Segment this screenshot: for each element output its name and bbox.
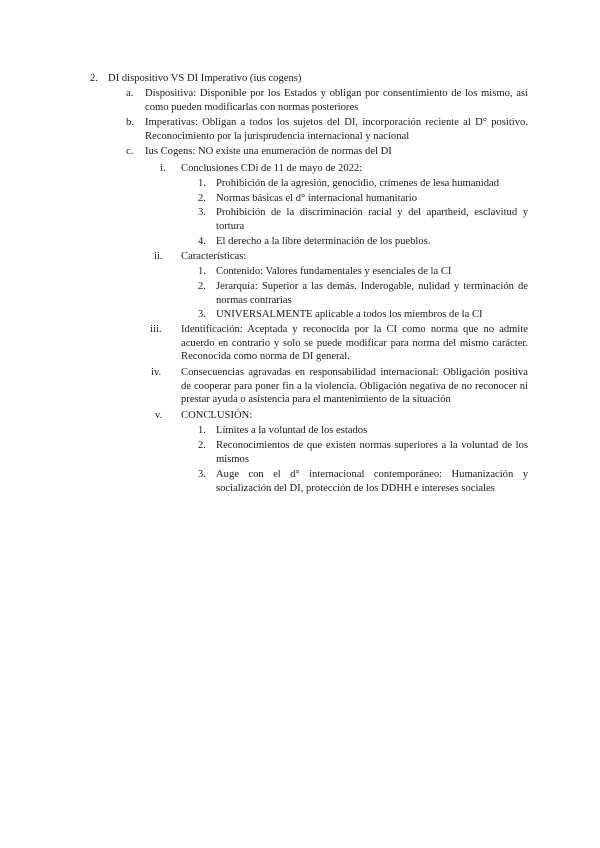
- list-item-text: UNIVERSALMENTE aplicable a todos los miembros de la CI: [216, 309, 483, 320]
- list-item-text: Conclusiones CDi de 11 de mayo de 2022:: [181, 163, 363, 174]
- list-marker: 3.: [198, 207, 206, 218]
- list-marker: 1.: [198, 425, 206, 436]
- list-marker: v.: [155, 410, 163, 421]
- list-item-text: Consecuencias agravadas en responsabilidad internacional: Obligación positiva de cooperar para poner fin a la violencia. Obligación negativa de no reconocer ni prestar ayuda o asistencia para el mantenimiento de la situación: [181, 367, 528, 406]
- list-marker: 2.: [198, 440, 206, 451]
- list-item-text: Imperativas: Obligan a todos los sujetos del DI, incorporación reciente al D° positivo. Reconocimiento por la jurisprudencia internacional y nacional: [145, 117, 528, 142]
- section-title: DI dispositivo VS DI Imperativo (ius cogens): [108, 73, 302, 84]
- list-item-text: Características:: [181, 251, 247, 262]
- list-item-text: El derecho a la libre determinación de los pueblos.: [216, 236, 431, 247]
- list-marker: ii.: [154, 251, 163, 262]
- list-item-text: Prohibición de la discriminación racial y del apartheid, esclavitud y tortura: [216, 207, 528, 232]
- list-marker: i.: [160, 163, 166, 174]
- list-item-text: Ius Cogens: NO existe una enumeración de normas del DI: [145, 146, 392, 157]
- list-item-text: Jerarquía: Superior a las demás. Inderogable, nulidad y terminación de normas contrarias: [216, 281, 528, 306]
- list-marker: 3.: [198, 309, 206, 320]
- list-marker: c.: [126, 146, 134, 157]
- list-item-text: Contenido: Valores fundamentales y esenciales de la CI: [216, 266, 452, 277]
- list-item-text: Identificación: Aceptada y reconocida por la CI como norma que no admite acuerdo en contrario y solo se puede modificar para norma del mismo carácter. Reconocida como norma de DI general.: [181, 324, 528, 363]
- list-item-text: Límites a la voluntad de los estados: [216, 425, 368, 436]
- list-item-text: Reconocimientos de que existen normas superiores a la voluntad de los mismos: [216, 440, 528, 465]
- list-marker: 2.: [90, 73, 98, 84]
- list-marker: 1.: [198, 178, 206, 189]
- list-item-text: Dispositiva: Disponible por los Estados y obligan por consentimiento de los mismo, así como pueden modificarlas con normas posteriores: [145, 88, 528, 113]
- list-marker: iii.: [150, 324, 162, 335]
- list-marker: 1.: [198, 266, 206, 277]
- list-item-text: Prohibición de la agresión, genocidio, crímenes de lesa humanidad: [216, 178, 500, 189]
- list-marker: 3.: [198, 469, 206, 480]
- list-marker: 2.: [198, 281, 206, 292]
- list-marker: 2.: [198, 193, 206, 204]
- list-marker: a.: [126, 88, 134, 99]
- list-marker: iv.: [151, 367, 162, 378]
- list-marker: 4.: [198, 236, 206, 247]
- list-marker: b.: [126, 117, 134, 128]
- list-item-text: Auge con el d° internacional contemporáneo: Humanización y socialización del DI, protección de los DDHH e intereses sociales: [216, 469, 528, 494]
- list-item-text: Normas básicas el d° internacional humanitario: [216, 193, 418, 204]
- list-item-text: CONCLUSIÓN:: [181, 410, 253, 421]
